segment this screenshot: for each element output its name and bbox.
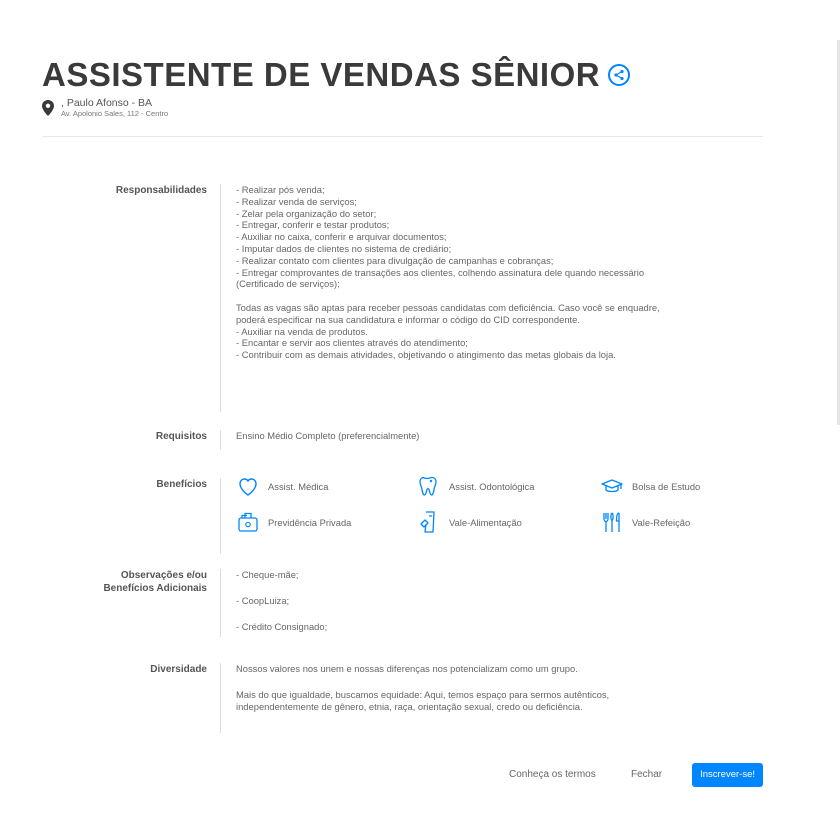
header-divider: [42, 136, 763, 137]
job-location: [42, 97, 168, 119]
responsibility-line: - Auxiliar na venda de produtos.: [236, 325, 368, 337]
benefit-label: Assist. Odontológica: [449, 480, 535, 492]
section-label-diversity: Diversidade: [150, 664, 207, 675]
benefit-food: [417, 510, 522, 534]
section-divider: [220, 430, 221, 450]
diversity-text: [236, 663, 763, 712]
label-line: Benefícios Adicionais: [103, 583, 207, 594]
responsibility-line: - Realizar venda de serviços;: [236, 195, 357, 207]
benefit-meal: [600, 510, 690, 534]
responsibilities-text: [236, 184, 763, 361]
responsibility-line: - Encantar e servir aos clientes através do atendimento;: [236, 337, 468, 349]
section-divider: [220, 184, 221, 412]
responsibility-line: - Realizar pós venda;: [236, 184, 325, 195]
modal-footer: [42, 763, 763, 787]
benefit-scholarship: [600, 474, 700, 498]
section-label-benefits: Benefícios: [156, 479, 207, 490]
responsibility-line: (Certificado de serviços);: [236, 278, 340, 290]
close-button[interactable]: Fechar: [631, 769, 663, 780]
benefit-label: Previdência Privada: [268, 516, 352, 528]
list-item: - Cheque-mãe;: [236, 569, 299, 580]
section-divider: [220, 663, 221, 733]
benefit-dental: [417, 474, 534, 498]
benefit-label: Vale-Alimentação: [449, 516, 522, 528]
responsibility-line: [236, 290, 763, 302]
section-benefits: [42, 478, 763, 556]
benefit-medical: [236, 474, 328, 498]
label-line: Observações e/ou: [120, 570, 207, 581]
graduation-cap-icon: [600, 474, 624, 498]
food-bag-icon: [417, 510, 441, 534]
section-observations: [42, 569, 763, 639]
benefit-label: Bolsa de Estudo: [632, 480, 701, 492]
responsibility-line: - Entregar comprovantes de transações aos clientes, colhendo assinatura dele quando necessário: [236, 266, 645, 278]
job-title: ASSISTENTE DE VENDAS SÊNIOR: [42, 56, 601, 93]
responsibility-line: Todas as vagas são aptas para receber pessoas candidatas com deficiência. Caso você se enquadre,: [236, 301, 660, 313]
diversity-paragraph: independentemente de gênero, etnia, raça, orientação sexual, credo ou deficiência.: [236, 700, 583, 712]
diversity-paragraph: Nossos valores nos unem e nossas diferenças nos potencializam como um grupo.: [236, 663, 578, 674]
location-address: Av. Apolonio Sales, 112 - Centro: [61, 109, 169, 118]
responsibility-line: - Contribuir com as demais atividades, objetivando o atingimento das metas globais da loja.: [236, 349, 616, 361]
section-diversity: [42, 663, 763, 735]
share-button[interactable]: [608, 64, 630, 86]
observations-list: [236, 569, 763, 639]
terms-link[interactable]: Conheça os termos: [509, 769, 596, 780]
benefit-label: Assist. Médica: [268, 480, 329, 492]
responsibility-line: - Realizar contato com clientes para divulgação de campanhas e cobranças;: [236, 254, 554, 266]
map-pin-icon: [42, 100, 54, 116]
section-divider: [220, 478, 221, 554]
requirements-text: Ensino Médio Completo (preferencialmente): [236, 430, 420, 441]
list-item: - CoopLuiza;: [236, 595, 290, 606]
cutlery-icon: [600, 510, 624, 534]
heart-icon: [236, 474, 260, 498]
responsibility-line: - Entregar, conferir e testar produtos;: [236, 219, 390, 231]
section-responsibilities: [42, 184, 763, 414]
section-label-observations: [42, 569, 207, 595]
tooth-icon: [417, 474, 441, 498]
responsibility-line: - Imputar dados de clientes no sistema de crediário;: [236, 242, 452, 254]
benefit-pension: [236, 510, 351, 534]
wallet-icon: [236, 510, 260, 534]
responsibility-line: - Auxiliar no caixa, conferir e arquivar documentos;: [236, 231, 447, 243]
section-divider: [220, 569, 221, 637]
diversity-paragraph: Mais do que igualdade, buscamos equidade: Aqui, temos espaço para sermos autênticos,: [236, 688, 610, 700]
list-item: - Crédito Consignado;: [236, 621, 328, 632]
section-label-responsibilities: Responsabilidades: [115, 185, 207, 196]
responsibility-line: poderá especificar na sua candidatura e informar o código do CID correspondente.: [236, 313, 580, 325]
title-row: [42, 55, 630, 95]
location-city: , Paulo Afonso - BA: [61, 97, 153, 109]
section-label-requirements: Requisitos: [155, 431, 207, 442]
share-icon: [613, 69, 625, 81]
apply-button[interactable]: Inscrever-se!: [692, 763, 763, 787]
benefit-label: Vale-Refeição: [632, 516, 691, 528]
section-requirements: [42, 430, 763, 452]
responsibility-line: - Zelar pela organização do setor;: [236, 207, 377, 219]
